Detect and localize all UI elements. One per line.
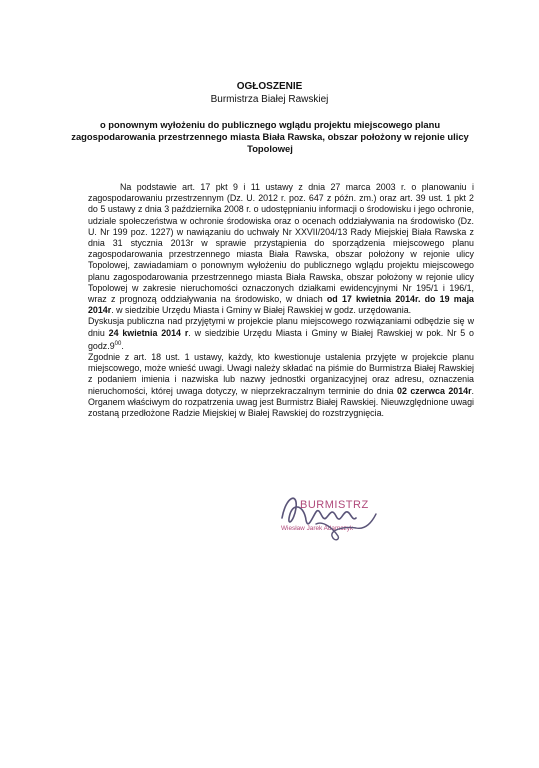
- document-issuer: Burmistrza Białej Rawskiej: [210, 94, 329, 105]
- paragraph-public-discussion: [88, 316, 474, 352]
- paragraph-text: . w siedzibie Urzędu Miasta i Gminy w Białej Rawskiej w godz. urzędowania.: [111, 305, 412, 316]
- paragraph-text: Na podstawie art. 17 pkt 9 i 11 ustawy z dnia 27 marca 2003 r. o planowaniu i zagospodarowaniu przestrzennym (Dz. U. 2012 r. poz. 647 z późn. zm.) oraz art. 39 ust. 1 pkt 2 do 5 ustawy z dnia 3 października 2008 r. o udostępnianiu informacji o środowisku i jego ochronie, udziale społeczeństwa w ochronie środowiska oraz o ocenach oddziaływania na środowisko (Dz. U. Nr 199 poz. 1227) w nawiązaniu do uchwały Nr XXVII/204/13 Rady Miejskiej Biała Rawska z dnia 31 stycznia 2013r w sprawie przystąpienia do sporządzenia miejscowego planu zagospodarowania przestrzennego miasta Biała Rawska, obszar położony w rejonie ulicy Topolowej, zawiadamiam o ponownym wyłożeniu do publicznego wglądu projektu miejscowego planu zagospodarowania przestrzennego miasta Biała Rawska, obszar położony w rejonie ulicy Topolowej w zakresie nieruchomości oznaczonych działkami ewidencyjnymi Nr 195/1 i 196/1, wraz z prognozą oddziaływania na środowisko, w dniach: [88, 182, 474, 305]
- stamp-title: BURMISTRZ: [300, 499, 369, 511]
- paragraph-text: .: [121, 340, 124, 351]
- comments-deadline-date: 02 czerwca 2014r: [397, 385, 472, 396]
- paragraph-text: Zgodnie z art. 18 ust. 1 ustawy, każdy, kto kwestionuje ustalenia przyjęte w projekcie planu miejscowego, może wnieść uwagi. Uwagi należy składać na piśmie do Burmistrza Białej Rawskiej z podaniem imienia i nazwiska lub nazwy jednostki organizacyjnej oraz adresu, oznaczenia nieruchomości, której uwaga dotyczy, w nieprzekraczalnym terminie do dnia: [88, 352, 474, 396]
- document-title: OGŁOSZENIE: [236, 81, 303, 92]
- time-superscript: 00: [114, 340, 122, 347]
- paragraph-text: . Organem właściwym do rozpatrzenia uwag jest Burmistrz Białej Rawskiej. Nieuwzględnione uwagi zostaną przedłożone Radzie Miejskiej w Białej Rawskiej do rozstrzygnięcia.: [88, 385, 474, 419]
- document-body: [88, 182, 474, 419]
- discussion-date: 24 kwietnia 2014 r: [108, 327, 189, 338]
- document-header: [0, 80, 539, 106]
- paragraph-legal-basis: [88, 182, 474, 316]
- paragraph-comments: [88, 352, 474, 419]
- handwritten-signature: [276, 488, 386, 542]
- stamp-name: Wiesław Jarek Adamczyk: [281, 525, 354, 532]
- paragraph-text: . w siedzibie Urzędu Miasta i Gminy w Białej Rawskiej w pok. Nr 5 o godz.9: [88, 327, 474, 351]
- display-period-date: od 17 kwietnia 2014r. do 19 maja 2014r: [88, 294, 474, 316]
- document-subject: o ponownym wyłożeniu do publicznego wglądu projektu miejscowego planu zagospodarowania przestrzennego miasta Biała Rawska, obszar położony w rejonie ulicy Topolowej: [71, 119, 469, 154]
- paragraph-text: Dyskusja publiczna nad przyjętymi w projekcie planu miejscowego rozwiązaniami odbędzie się w dniu: [88, 316, 474, 338]
